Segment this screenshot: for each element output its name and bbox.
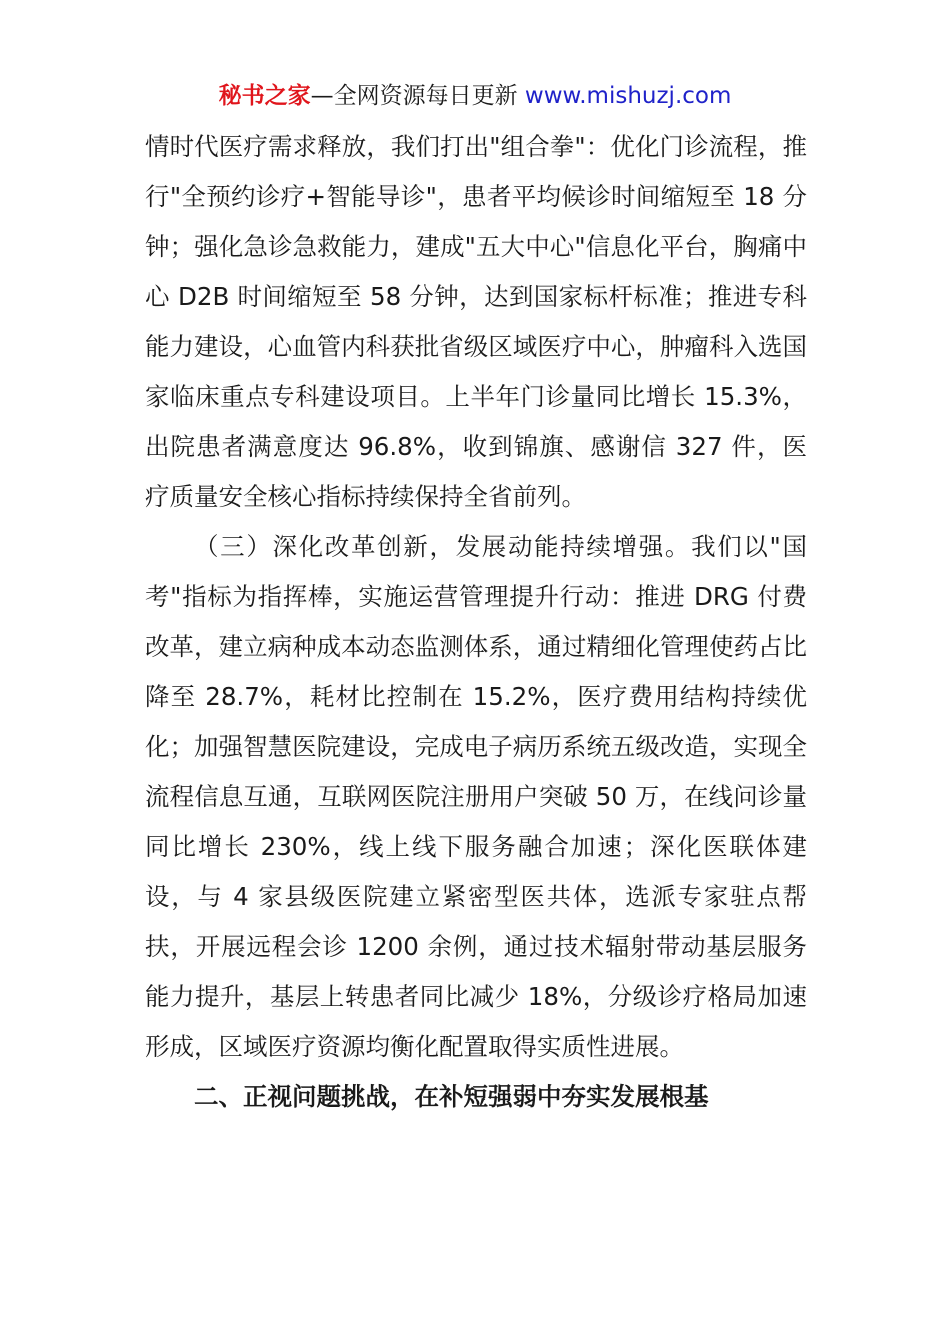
- site-url-link[interactable]: www.mishuzj.com: [524, 83, 732, 109]
- paragraph-medical-services: 情时代医疗需求释放，我们打出"组合拳"：优化门诊流程，推行"全预约诊疗+智能导诊"，患者平均候诊时间缩短至 18 分钟；强化急诊急救能力，建成"五大中心"信息化平台，胸痛中心 D2B 时间缩短至 58 分钟，达到国家标杆标准；推进专科能力建设，心血管内科获批省级区域医疗中心，肿瘤科入选国家临床重点专科建设项目。上半年门诊量同比增长 15.3%，出院患者满意度达 96.8%，收到锦旗、感谢信 327 件，医疗质量安全核心指标持续保持全省前列。: [145, 132, 807, 511]
- header-tagline: —全网资源每日更新: [310, 83, 525, 109]
- document-body: [145, 122, 807, 1122]
- section-heading: 二、正视问题挑战，在补短强弱中夯实发展根基: [194, 1082, 709, 1111]
- paragraph-reform-innovation: （三）深化改革创新，发展动能持续增强。我们以"国考"指标为指挥棒，实施运营管理提升行动：推进 DRG 付费改革，建立病种成本动态监测体系，通过精细化管理使药占比降至 28.7%，耗材比控制在 15.2%，医疗费用结构持续优化；加强智慧医院建设，完成电子病历系统五级改造，实现全流程信息互通，互联网医院注册用户突破 50 万，在线问诊量同比增长 230%，线上线下服务融合加速；深化医联体建设，与 4 家县级医院建立紧密型医共体，选派专家驻点帮扶，开展远程会诊 1200 余例，通过技术辐射带动基层服务能力提升，基层上转患者同比减少 18%，分级诊疗格局加速形成，区域医疗资源均衡化配置取得实质性进展。: [145, 532, 807, 1061]
- brand-name: 秘书之家: [218, 83, 311, 109]
- site-header: [0, 80, 950, 112]
